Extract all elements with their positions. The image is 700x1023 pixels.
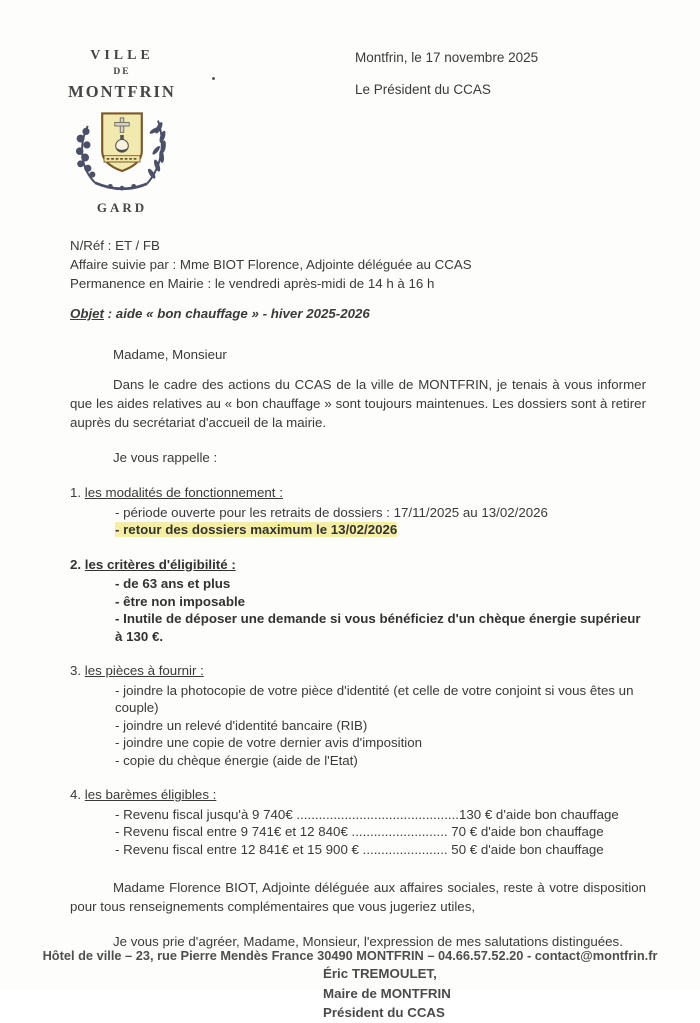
ref-handler: Affaire suivie par : Mme BIOT Florence, Adjointe déléguée au CCAS bbox=[70, 257, 472, 272]
list-item: - Inutile de déposer une demande si vous bénéficiez d'un chèque énergie supérieur à 130 €. bbox=[115, 611, 641, 644]
list-item: - copie du chèque énergie (aide de l'Etat) bbox=[115, 752, 358, 768]
city-name-line2: DE bbox=[113, 67, 131, 77]
section-heading bbox=[70, 484, 646, 502]
section-pieces bbox=[70, 662, 646, 769]
section-heading bbox=[70, 786, 646, 804]
signature-name: Éric TREMOULET, bbox=[323, 966, 437, 981]
list-item: - être non imposable bbox=[115, 593, 246, 609]
department-name: GARD bbox=[96, 200, 148, 215]
intro-paragraph: Dans le cadre des actions du CCAS de la ville de MONTFRIN, je tenais à vous informer que les aides relatives au « bon chauffage » sont toujours maintenues. Les dossiers sont à retirer auprès du secrétariat d'accueil de la mairie. bbox=[70, 377, 646, 430]
footer-address: Hôtel de ville – 23, rue Pierre Mendès France 30490 MONTFRIN – 04.66.57.52.20 - contact@montfrin.fr bbox=[42, 948, 658, 963]
list-item: - Revenu fiscal entre 12 841€ et 15 900 € ....................... 50 € d'aide bon chauffage bbox=[115, 841, 604, 857]
section-number: 1. bbox=[70, 485, 82, 500]
signature-role-mayor: Maire de MONTFRIN bbox=[323, 985, 451, 1001]
salutation: Madame, Monsieur bbox=[113, 347, 227, 362]
closing-paragraph: Madame Florence BIOT, Adjointe déléguée aux affaires sociales, reste à votre disposition pour tous renseignements complémentaires que vous jugeriez utiles, bbox=[70, 880, 646, 914]
rappel-line: Je vous rappelle : bbox=[113, 450, 218, 465]
montfrin-coat-of-arms-icon bbox=[66, 108, 178, 198]
list-item: - de 63 ans et plus bbox=[115, 576, 231, 591]
signature-block bbox=[323, 964, 646, 1023]
section-items bbox=[70, 682, 646, 770]
scan-speck bbox=[212, 77, 215, 80]
letter-meta bbox=[355, 50, 538, 97]
section-items bbox=[70, 806, 646, 859]
list-item: - période ouverte pour les retraits de dossiers : 17/11/2025 au 13/02/2026 bbox=[115, 504, 548, 520]
section-title: les critères d'éligibilité : bbox=[84, 556, 236, 572]
section-number: 3. bbox=[70, 663, 82, 678]
city-name-line3: MONTFRIN bbox=[68, 82, 176, 101]
ref-number: N/Réf : ET / FB bbox=[70, 238, 160, 253]
subject-label: Objet bbox=[70, 306, 104, 321]
subject-line bbox=[70, 304, 646, 323]
list-item: - joindre une copie de votre dernier avis d'imposition bbox=[115, 735, 423, 750]
reference-block bbox=[70, 236, 646, 293]
section-title: les modalités de fonctionnement : bbox=[84, 485, 283, 500]
section-title: les barèmes éligibles : bbox=[84, 787, 217, 802]
section-number: 2. bbox=[70, 556, 82, 572]
valediction: Je vous prie d'agréer, Madame, Monsieur, l'expression de mes salutations distinguées. bbox=[113, 934, 623, 949]
city-name-line1: VILLE bbox=[90, 48, 154, 63]
list-item: - joindre un relevé d'identité bancaire (RIB) bbox=[115, 717, 368, 733]
section-modalites bbox=[70, 484, 646, 539]
sender-line: Le Président du CCAS bbox=[355, 82, 491, 97]
subject-text: : aide « bon chauffage » - hiver 2025-2026 bbox=[103, 306, 370, 321]
list-item-highlighted: - retour des dossiers maximum le 13/02/2026 bbox=[115, 522, 398, 537]
letter-body bbox=[70, 236, 646, 1023]
footer bbox=[0, 948, 700, 963]
letterhead bbox=[62, 48, 182, 216]
section-items bbox=[70, 575, 646, 645]
list-item: - joindre la photocopie de votre pièce d'identité (et celle de votre conjoint si vous êtes un couple) bbox=[115, 682, 634, 715]
section-heading bbox=[70, 662, 646, 680]
list-item: - Revenu fiscal jusqu'à 9 740€ ............................................130 € d'aide bon chauffage bbox=[115, 806, 619, 822]
section-heading bbox=[70, 556, 646, 574]
section-items bbox=[70, 504, 646, 539]
section-baremes bbox=[70, 786, 646, 858]
signature-role-president: Président du CCAS bbox=[323, 1005, 445, 1020]
section-number: 4. bbox=[70, 787, 82, 802]
date-line: Montfrin, le 17 novembre 2025 bbox=[355, 50, 539, 65]
section-title: les pièces à fournir : bbox=[84, 663, 204, 678]
ref-permanence: Permanence en Mairie : le vendredi après-midi de 14 h à 16 h bbox=[70, 276, 435, 291]
section-criteres bbox=[70, 556, 646, 646]
list-item: - Revenu fiscal entre 9 741€ et 12 840€ .......................... 70 € d'aide bon chauffage bbox=[115, 824, 604, 839]
